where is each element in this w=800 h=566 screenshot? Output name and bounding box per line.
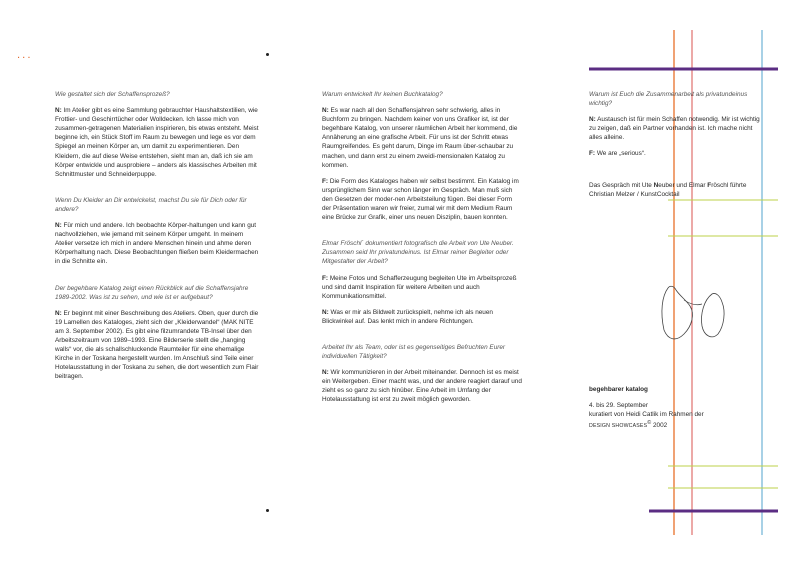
answer-text: Im Atelier gibt es eine Sammlung gebrauchter Haushaltstextilien, wie Frottier- und Geschirrtücher oder Wolldecken. Ich lasse mich von zusammen-getragenen Materialien inspirieren, bis etwas entsteht. Meist beginne ich, ein Stück Stoff im Raum zu bewegen und lege es vor dem Spiegel an meinen Körper an, um damit zu experimentieren. Den Kleidern, die auf diese Weise entstehen, sieht man an, daß ich sie am Körper entwickle und ausprobiere – anders als klassisches Arbeiten mit Schnittmuster und Schneiderpuppe. — [55, 107, 259, 178]
qa-block — [55, 196, 260, 267]
answer — [322, 177, 522, 222]
column-right — [589, 90, 764, 176]
answer — [589, 115, 764, 142]
column-middle — [322, 90, 522, 422]
answer-text: Es war nach all den Schaffensjahren sehr schwierig, alles in Buchform zu bringen. Nachdem keiner von uns Grafiker ist, ist der begehbare Katalog, von unserer räumlichen Arbeit her kommend, die Annäherung an eine grafische Arbeit. Für uns ist der Schritt etwas Raumgreifendes. Es geht darum, Dinge im Raum über-schaubar zu machen, und dann erst zu einem zweidi-mensionalen Katalog zu kommen. — [322, 107, 518, 169]
answer — [322, 308, 522, 326]
answer-text: Wir kommunizieren in der Arbeit miteinander. Dennoch ist es meist ein Weitergeben. Einer macht was, und der andere reagiert darauf und zieht es so ganz zu sich hinüber. Eine Arbeit im Umfang der Hotelausstattung ist erst zu zweit möglich geworden. — [322, 369, 522, 404]
qa-block — [55, 284, 260, 382]
speaker-label: N: — [55, 309, 62, 317]
qa-block — [55, 90, 260, 179]
speaker-label: N: — [55, 107, 62, 115]
catalog-event — [589, 419, 769, 431]
question: Wie gestaltet sich der Schaffensprozeß? — [55, 91, 170, 98]
catalog-info — [589, 385, 769, 432]
answer-text: Was er mir als Bildwelt zurückspielt, nehme ich als neuen Blickwinkel auf. Das lenkt mich in andere Richtungen. — [322, 308, 493, 325]
catalog-title: begehbarer katalog — [589, 386, 648, 393]
answer — [322, 274, 522, 301]
speaker-label: N: — [55, 222, 62, 230]
question: Wenn Du Kleider an Dir entwickelst, machst Du sie für Dich oder für andere? — [55, 196, 247, 213]
speaker-label: N: — [322, 107, 329, 115]
question: Arbeitet Ihr als Team, oder ist es gegenseitiges Befruchten Eurer individuellen Tätigkeit? — [322, 343, 506, 361]
speaker-label: F: — [589, 150, 596, 158]
event-name: DESIGN SHOWCASES — [589, 423, 648, 430]
answer — [55, 106, 260, 179]
speaker-label: N: — [322, 308, 329, 316]
question: Warum ist Euch die Zusammenarbeit als privatundeinus wichtig? — [589, 91, 748, 108]
answer-text: Für mich und andere. Ich beobachte Körper-haltungen und kann gut nachvollziehen, wie jemand mit seinem Körper umgeht. In meinem Atelier versetze ich mich in andere Menschen hinein und ahme deren Körperhaltung nach. Diese Beobachtungen fließen beim Kleidermachen in die Schnitte ein. — [55, 222, 259, 266]
question: Warum entwickelt Ihr keinen Buchkatalog? — [322, 91, 443, 98]
qa-block — [322, 90, 522, 222]
qa-block — [322, 343, 522, 405]
answer — [55, 221, 260, 266]
answer-text: Meine Fotos und Schafferzeugung begleiten Ute im Arbeitsprozeß und sind damit Inspiration für weitere Arbeiten und auch Kommunikationsmittel. — [322, 274, 517, 300]
question: Elmar Fröschl´ dokumentiert fotografisch die Arbeit von Ute Neuber. Zusammen seid Ihr privatundeinus. Ist Elmar reiner Begleiter oder Mitgestalter der Arbeit? — [322, 240, 514, 266]
decorative-dots: ... — [17, 50, 33, 61]
catalog-dates: 4. bis 29. September — [589, 402, 648, 410]
answer-text: Austausch ist für mein Schaffen notwendig. Mir ist wichtig zu zeigen, daß ein Partner vorhanden ist. Ich mache nicht alles alleine. — [589, 116, 760, 142]
event-year: 2002 — [651, 422, 668, 430]
interview-credits — [589, 181, 769, 199]
sketch-shoe-left — [662, 286, 693, 339]
speaker-label: F: — [322, 274, 329, 282]
catalog-curator: kuratiert von Heidi Catlik im Rahmen der — [589, 411, 704, 419]
speaker-label: N: — [322, 369, 329, 377]
sketch-shoe-right — [701, 293, 724, 336]
answer-text: We are „serious“. — [595, 150, 646, 158]
credits-initial-n: N — [653, 182, 659, 189]
credits-text: euber und Elmar — [658, 182, 708, 189]
column-left — [55, 90, 260, 398]
credits-initial-f: F — [707, 182, 712, 189]
speaker-label: F: — [322, 177, 329, 185]
answer-text: Er beginnt mit einer Beschreibung des Ateliers. Oben, quer durch die 19 Lamellen des Kataloges, zieht sich der „Kleiderwandel“ (MAK NITE am 3. September 2002). Es gibt eine filzumrandete TB-Insel über den Arbeitszeitraum von 1989–1993. Eine Bilderserie stellt die „hanging walls“ vor, die als schallschluckende Raumteiler für eine ehemalige Kirche in der Toskana hergestellt wurden. Im Anschluß sind Teile einer Hotelausstattung in der Toskana zu sehen, die dort wesentlich zum Flair beitragen. — [55, 309, 259, 381]
credits-text: Das Gespräch mit Ute — [589, 182, 654, 189]
answer — [322, 368, 522, 404]
credits-text: röschl führte Christian Melzer / KunstCocktail — [589, 182, 747, 199]
qa-block — [589, 90, 764, 159]
answer — [322, 106, 522, 170]
speaker-label: N: — [589, 116, 596, 124]
question: Der begehbare Katalog zeigt einen Rückblick auf die Schaffensjahre 1989-2002. Was ist zu sehen, und wie ist er aufgebaut? — [55, 284, 249, 301]
qa-block — [322, 239, 522, 326]
answer — [55, 309, 260, 382]
answer-text: Die Form des Kataloges haben wir selbst bestimmt. Ein Katalog im ursprünglichem Sinn war schon länger im Gespräch. Man muß sich den Gesetzen der moder-nen Arbeitsteilung fügen. Bei dieser Form der Präsentation waren wir freier, zumal wir mit dem Medium Raum eine Brücke zur Grafik, einer uns neuen Disziplin, bauen konnten. — [322, 177, 519, 222]
answer — [589, 149, 764, 158]
copyright-mark: © — [647, 420, 652, 427]
